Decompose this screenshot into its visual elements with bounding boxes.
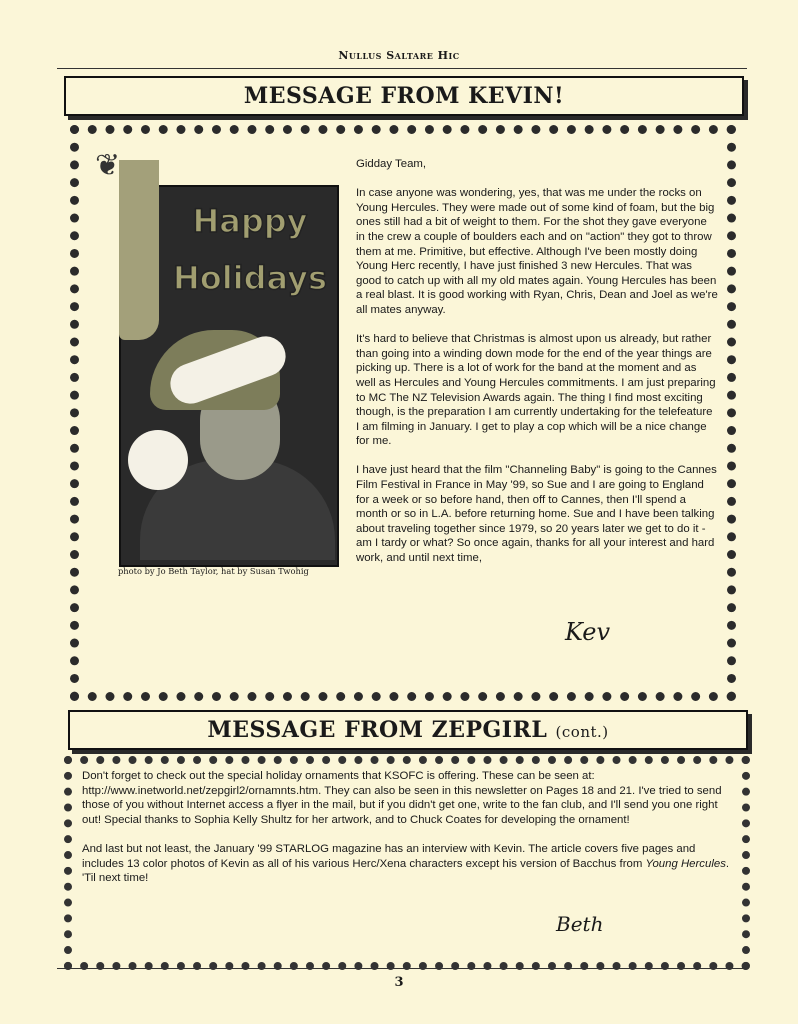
beth-signature: Beth (556, 912, 604, 936)
page-number: 3 (394, 975, 404, 990)
zepgirl-paragraph-2 (82, 842, 730, 886)
zepgirl-paragraph-2-end: . 'Til next time! (82, 857, 730, 885)
kevin-letter (356, 157, 718, 580)
zepgirl-paragraph-2-text: And last but not least, the January '99 STARLOG magazine has an interview with Kevin. The article covers five pages and includes 13 color photos of Kevin as all of his various Herc/Xena characters except his version of Bacchus from (82, 842, 696, 870)
newsletter-title: Nullus Saltare Hic (338, 49, 460, 62)
letter-paragraph-1: In case anyone was wondering, yes, that was me under the rocks on Young Hercules. They were made out of some kind of foam, but the big ones still had a bit of weight to them. For the shot they gave everyone in the crew a couple of boulders each and on "action" they got to throw them at me. Primitive, but effective. Although I've been mostly doing Young Herc recently, I have just finished 3 new Hercules. That was good to catch up with all my old mates again. Young Hercules has been a real blast. It is good working with Ryan, Chris, Dean and Joel as we're all mates anyway. (356, 187, 718, 316)
letter-greeting: Gidday Team, (356, 158, 427, 170)
zepgirl-paragraph-1: Don't forget to check out the special holiday ornaments that KSOFC is offering. These can be seen at: http://www.inetworld.net/zepgirl2/ornamnts.htm. They can also be seen in this newsletter on Pages 18 and 21. I've tried to send those of you without Internet access a flyer in the mail, but if you didn't get one, write to the fan club, and I'll send you one right out! Special thanks to Sophia Kelly Shultz for her artwork, and to Chuck Coates for developing the ornament! (82, 770, 722, 826)
photo-text-holidays: Holidays (172, 259, 328, 297)
header-divider (57, 68, 747, 69)
holly-icon: ❦ (95, 149, 121, 182)
letter-paragraph-3: I have just heard that the film "Channeling Baby" is going to the Cannes Film Festival in France in May '99, so Sue and I are going to England for a week or so before hand, then off to Cannes, then I'll spend a month or so in L.A. before returning home. Sue and I have been talking about traveling together since 1979, so 20 years later we get to do it - am I tardy or what? So once again, thanks for all your interest and hard work, and until next time, (356, 464, 717, 565)
footer-divider (57, 968, 747, 969)
santa-hat-pompom (128, 430, 188, 490)
photo-caption: photo by Jo Beth Taylor, hat by Susan Twohig (118, 566, 309, 576)
photo-text-happy: Happy (192, 202, 308, 240)
kevin-banner-text: MESSAGE FROM KEVIN! (243, 83, 565, 109)
kevin-banner (64, 76, 744, 116)
zepgirl-message (82, 769, 730, 900)
kevin-signature: Kev (565, 618, 611, 646)
stocking-graphic (119, 160, 159, 340)
letter-paragraph-2: It's hard to believe that Christmas is almost upon us already, but rather than going into a winding down mode for the end of the year things are picking up. There is a lot of work for the band at the moment and as well as Hercules and Young Hercules commitments. I am just preparing to MC The NZ Television Awards again. The thing I find most exciting though, is the preparation I am currently undertaking for the telefeature I am filming in January. I get to play a cop which will be a nice change for me. (356, 333, 716, 448)
zepgirl-banner-suffix: (cont.) (555, 723, 609, 741)
zepgirl-banner (68, 710, 748, 750)
zepgirl-paragraph-2-italic: Young Hercules (645, 857, 726, 870)
zepgirl-banner-text: MESSAGE FROM ZEPGIRL (207, 717, 548, 743)
